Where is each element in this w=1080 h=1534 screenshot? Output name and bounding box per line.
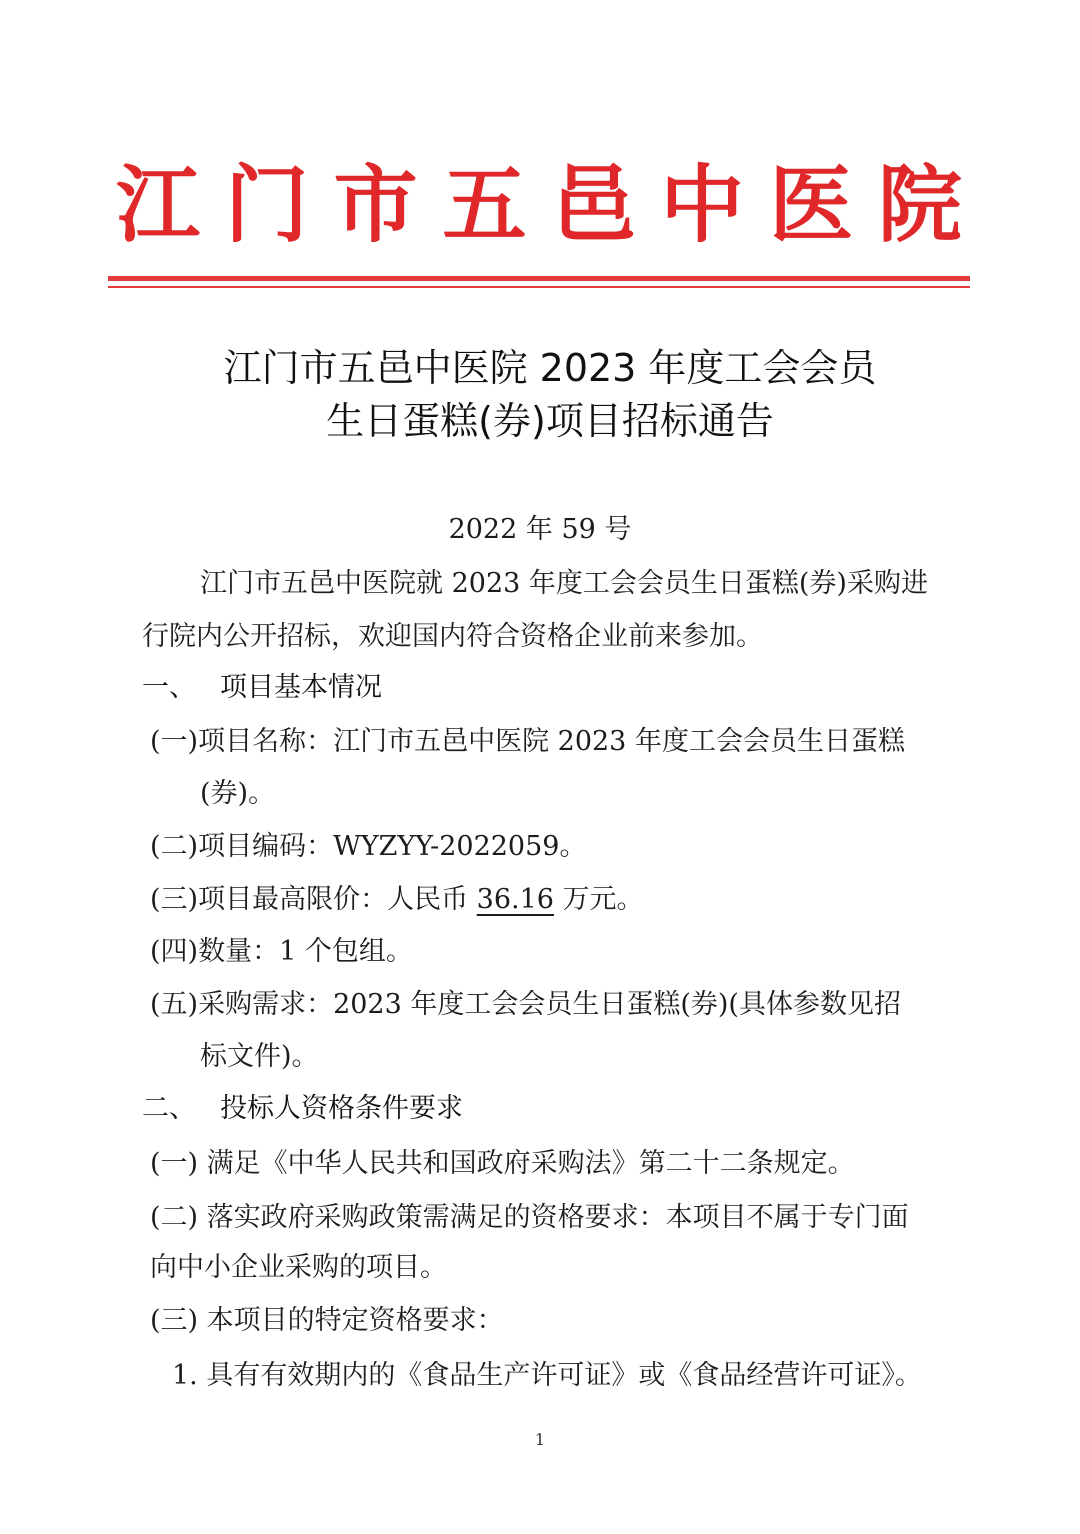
letterhead-char: 邑 [551, 155, 636, 254]
letterhead-char: 中 [660, 155, 745, 254]
section-1-item-5-line-1: (五)采购需求：2023 年度工会会员生日蛋糕(券)(具体参数见招 [150, 989, 901, 1020]
section-1-item-1-line-1: (一)项目名称：江门市五邑中医院 2023 年度工会会员生日蛋糕 [150, 726, 905, 757]
section-2-item-3: (三) 本项目的特定资格要求： [150, 1305, 504, 1336]
section-1-item-1-line-2: (券)。 [200, 778, 276, 809]
letterhead-divider-thin [108, 286, 970, 288]
letterhead-title [108, 150, 970, 260]
section-2-item-3-sub-1: 1. 具有有效期内的《食品生产许可证》或《食品经营许可证》。 [172, 1360, 922, 1391]
section-2-heading [142, 1089, 463, 1129]
intro-line-1: 江门市五邑中医院就 2023 年度工会会员生日蛋糕(券)采购进 [200, 568, 928, 599]
section-1-number: 一、 [142, 672, 196, 703]
section-2-item-2-line-1: (二) 落实政府采购政策需满足的资格要求：本项目不属于专门面 [150, 1202, 909, 1233]
letterhead-char: 五 [442, 155, 527, 254]
section-1-item-2: (二)项目编码：WYZYY-2022059。 [150, 831, 587, 862]
section-1-title: 项目基本情况 [220, 672, 382, 703]
price-amount: 36.16 [476, 884, 554, 915]
letterhead-char: 江 [115, 155, 200, 254]
letterhead-char: 门 [224, 155, 309, 254]
section-1-item-3 [150, 880, 644, 920]
letterhead-divider-thick [108, 276, 970, 281]
document-title-line-2: 生日蛋糕(券)项目招标通告 [326, 399, 774, 443]
document-title-line-1: 江门市五邑中医院 2023 年度工会会员 [223, 346, 877, 390]
document-number: 2022 年 59 号 [448, 514, 632, 545]
section-2-title: 投标人资格条件要求 [220, 1093, 463, 1124]
section-2-item-1: (一) 满足《中华人民共和国政府采购法》第二十二条规定。 [150, 1148, 855, 1179]
section-1-heading [142, 668, 382, 708]
section-1-item-4: (四)数量：1 个包组。 [150, 936, 413, 967]
letterhead-char: 医 [769, 155, 854, 254]
intro-line-2: 行院内公开招标，欢迎国内符合资格企业前来参加。 [142, 621, 763, 652]
section-2-item-2-line-2: 向中小企业采购的项目。 [150, 1252, 447, 1283]
section-2-number: 二、 [142, 1093, 196, 1124]
price-unit: 万元。 [553, 884, 644, 915]
letterhead-char: 院 [877, 155, 962, 254]
section-1-item-5-line-2: 标文件)。 [200, 1041, 319, 1072]
page-number: 1 [534, 1430, 546, 1449]
letterhead-char: 市 [333, 155, 418, 254]
price-label: (三)项目最高限价：人民币 [150, 884, 477, 915]
